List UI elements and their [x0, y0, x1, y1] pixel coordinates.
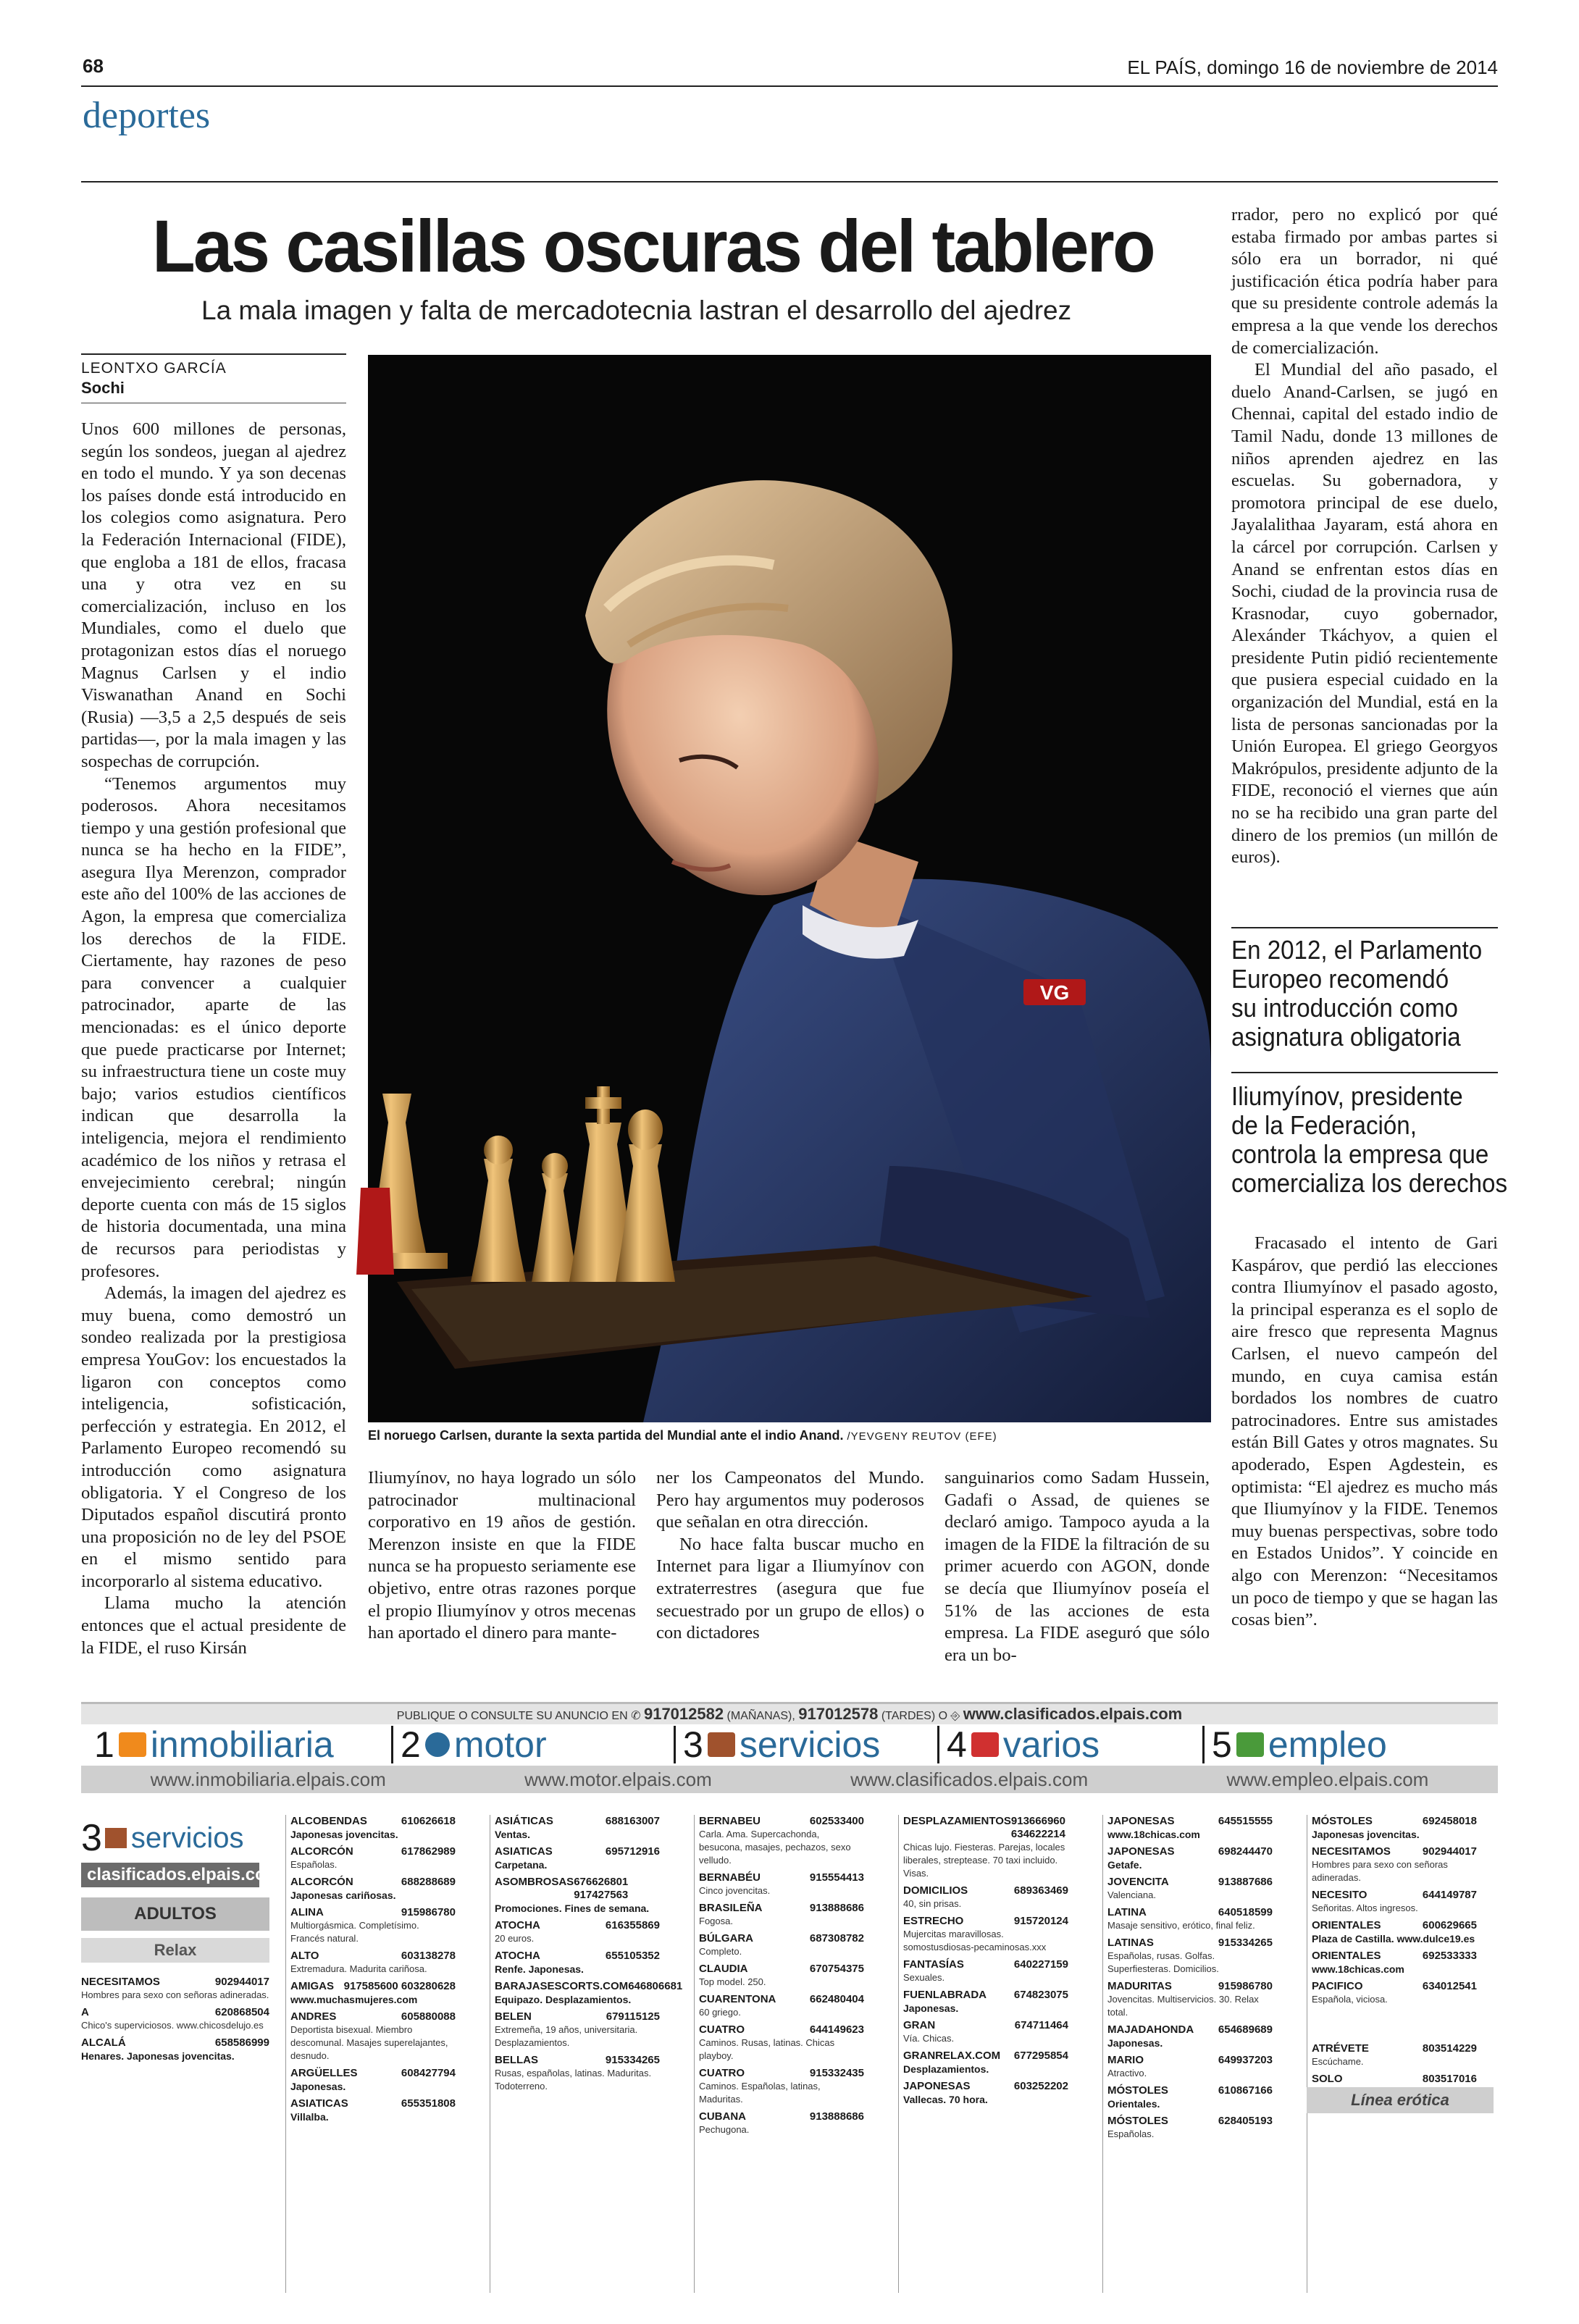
ad-column — [490, 1815, 683, 2293]
classified-ad — [699, 1902, 864, 1928]
ad-phone: 603138278 — [401, 1950, 456, 1962]
ad-name: MARIO — [1107, 2054, 1144, 2066]
classified-ad — [495, 1950, 660, 1976]
ad-phone: 913887686 — [1218, 1876, 1273, 1888]
classified-ad — [290, 1876, 456, 1902]
ad-name: ATOCHA — [495, 1950, 540, 1962]
ad-phone: 679115125 — [606, 2010, 660, 2023]
ad-name: GRANRELAX.COM — [903, 2050, 1001, 2062]
ad-description: Caminos. Rusas, latinas. Chicas playboy. — [699, 2037, 835, 2061]
classified-ad — [290, 1845, 456, 1871]
ad-phone: 634012541 — [1422, 1980, 1477, 1992]
byline-rule — [81, 353, 346, 355]
relax-header: Relax — [81, 1938, 269, 1963]
ad-description: Top model. 250. — [699, 1976, 766, 1987]
ad-description: Mujercitas maravillosas. somostusdiosas-pecaminosas.xxx — [903, 1929, 1047, 1952]
ad-phone: 688163007 — [605, 1815, 660, 1827]
classified-ad — [495, 2054, 660, 2093]
caption-text: El noruego Carlsen, durante la sexta partida del Mundial ante el indio Anand. — [368, 1428, 844, 1443]
ad-description: Desplazamientos. — [903, 2063, 989, 2075]
classified-ad — [290, 1980, 456, 2006]
ad-name: ORIENTALES — [1312, 1919, 1381, 1931]
ad-phone: 610626618 — [401, 1815, 456, 1827]
article-column-5-lower — [1231, 1233, 1498, 1667]
article-column-4 — [945, 1467, 1210, 1670]
classified-ad — [903, 2080, 1068, 2106]
classified-ad — [903, 1815, 1068, 1880]
ad-description: www.18chicas.com — [1312, 1963, 1404, 1975]
house-icon — [119, 1732, 146, 1757]
ad-description: Japonesas. — [1107, 2037, 1163, 2049]
ad-name: LATINA — [1107, 1906, 1147, 1918]
ad-description: Plaza de Castilla. www.dulce19.es — [1312, 1933, 1475, 1945]
classified-ad — [699, 1815, 864, 1867]
ad-description: Getafe. — [1107, 1859, 1142, 1871]
byline-author: LEONTXO GARCÍA — [81, 360, 227, 377]
ad-phone: 610867166 — [1218, 2084, 1273, 2097]
classifieds-urls — [81, 1766, 1498, 1793]
paragraph: sanguinarios como Sadam Hussein, Gadafi o Assad, de quienes se declaró amigo. Tampoco ayuda a la imagen de la FIDE la filtración de su primer acuerdo con AGON, donde se decía que Iliumyínov poseía el 51% de las acciones de esta empresa. La FIDE aseguró que sólo era un bo- — [945, 1468, 1210, 1665]
servicios-ads — [81, 1976, 269, 2063]
classified-ad — [495, 1876, 660, 1915]
classified-ad — [1312, 1919, 1477, 1945]
ad-description: Orientales. — [1107, 2098, 1160, 2110]
ad-name: BRASILEÑA — [699, 1902, 763, 1914]
ad-description: Atractivo. — [1107, 2068, 1147, 2078]
ad-name: ALCOBENDAS — [290, 1815, 367, 1827]
ad-name: ARGÜELLES — [290, 2067, 358, 2079]
ad-name: BÚLGARA — [699, 1932, 753, 1945]
ad-name: NECESITAMOS — [1312, 1845, 1391, 1858]
ad-name: ASIÁTICAS — [495, 1815, 553, 1827]
classified-ad — [290, 2067, 456, 2093]
classified-ad — [495, 1980, 683, 2006]
ad-phone: 605880088 — [401, 2010, 456, 2023]
ad-description: Rusas, españolas, latinas. Maduritas. Todoterreno. — [495, 2068, 652, 2092]
services-icon — [105, 1828, 127, 1848]
ad-name: ATOCHA — [495, 1919, 540, 1931]
linea-erotica-header: Línea erótica — [1307, 2087, 1494, 2113]
ad-name: DESPLAZAMIENTOS — [903, 1815, 1011, 1827]
byline-place: Sochi — [81, 379, 125, 397]
classified-ad — [290, 2097, 456, 2123]
phone-icon: ✆ — [631, 1710, 641, 1722]
classified-ad — [1312, 1950, 1477, 1976]
ad-phone: 688288689 — [401, 1876, 456, 1888]
category-servicios[interactable]: 3 servicios — [674, 1727, 880, 1763]
classified-ad — [699, 2110, 864, 2136]
paragraph: No hace falta buscar mucho en Internet para ligar a Iliumyínov con extraterrestres (asegura que fue secuestrado por un grupo de ellos) o con dictadores — [656, 1534, 924, 1643]
ad-description: www.muchasmujeres.com — [290, 1994, 418, 2005]
paragraph: Además, la imagen del ajedrez es muy buena, como demostró un sondeo realizada por la prestigiosa empresa YouGov: los encuestados la ligaron con conceptos como inteligencia, sofisticación, perfección y estrategia. En 2012, el Parlamento Europeo recomendó su introducción como asignatura obligatoria. Y el Congreso de los Diputados español discutirá pronto una proposición no de ley del PSOE en el mismo sentido para incorporarlo al sistema educativo. — [81, 1283, 346, 1591]
ad-phone: 658586999 — [214, 2036, 269, 2049]
ad-description: Hombres para sexo con señoras adineradas. — [1312, 1859, 1448, 1883]
ad-description: 20 euros. — [495, 1933, 535, 1944]
ad-name: ASIATICAS — [495, 1845, 553, 1858]
classified-ad — [1107, 2023, 1273, 2050]
people-icon — [1236, 1732, 1264, 1757]
ad-name: ASOMBROSAS — [495, 1876, 574, 1888]
ad-phone: 603252202 — [1013, 2080, 1068, 2092]
adultos-header: ADULTOS — [81, 1897, 269, 1931]
ad-description: Cinco jovencitas. — [699, 1885, 771, 1896]
ad-phone: 649937203 — [1218, 2054, 1273, 2066]
classified-ad — [699, 1871, 864, 1897]
ad-description: Españolas. — [290, 1859, 338, 1870]
classified-ad — [1107, 1815, 1273, 1841]
ad-description: Sexuales. — [903, 1972, 945, 1983]
ad-description: 40, sin prisas. — [903, 1898, 962, 1909]
category-empleo[interactable]: 5 empleo — [1202, 1727, 1387, 1763]
classified-ad — [1312, 2042, 1477, 2068]
classified-ad — [903, 2019, 1068, 2045]
ad-description: Villalba. — [290, 2111, 329, 2123]
ad-phone: 915334265 — [1218, 1937, 1273, 1949]
wheel-icon — [425, 1732, 450, 1757]
ad-name: JAPONESAS — [903, 2080, 971, 2092]
ad-description: Renfe. Japonesas. — [495, 1963, 584, 1975]
category-motor[interactable]: 2 motor — [391, 1727, 547, 1763]
ad-phone: 902944017 — [1422, 1845, 1477, 1858]
classified-ad — [1107, 2084, 1273, 2110]
classified-ad — [495, 2010, 660, 2050]
servicios-box — [81, 1816, 282, 2265]
ad-name: BARAJASESCORTS.COM — [495, 1980, 629, 1992]
ad-phone: 674823075 — [1013, 1989, 1068, 2001]
classified-ad — [495, 1919, 660, 1945]
ad-name: JOVENCITA — [1107, 1876, 1169, 1888]
ad-description: Carpetana. — [495, 1859, 548, 1871]
ad-phone: 644149787 — [1422, 1889, 1477, 1901]
ad-description: Chicas lujo. Fiesteras. Parejas, locales liberales, streptease. 70 taxi incluido. Visas. — [903, 1842, 1065, 1879]
ad-phone: 645515555 — [1218, 1815, 1273, 1827]
ad-phone: 628405193 — [1218, 2115, 1273, 2127]
ad-name: CUATRO — [699, 2023, 745, 2036]
ad-description: Extremadura. Madurita cariñosa. — [290, 1963, 427, 1974]
classified-ad — [903, 1915, 1068, 1954]
ad-name: ANDRES — [290, 2010, 337, 2023]
paragraph: Fracasado el intento de Gari Kaspárov, que perdió las elecciones contra Iliumyínov el pasado agosto, la principal esperanza es el soplo de aire fresco que representa Magnus Carlsen, el nuevo campeón del mundo, en cuya camisa están bordados los nombres de cuatro patrocinadores. Entre sus amistades están Bill Gates y otros magnates. Su apoderado, Espen Agdestein, es optimista: “El ajedrez es mucho más que Iliumyínov y la FIDE. Tenemos muy buenas perspectivas, sobre todo en Estados Unidos”. Y coincide en algo con Merenzon: “Necesitamos un poco de tiempo y que se hagan las cosas bien”. — [1231, 1233, 1498, 1630]
classified-ad — [699, 2067, 864, 2106]
ad-phone: 917585600 603280628 — [343, 1980, 456, 1992]
photo-credit: /YEVGENY REUTOV (EFE) — [847, 1430, 997, 1443]
ad-name: MAJADAHONDA — [1107, 2023, 1194, 2036]
ad-description: Henares. Japonesas jovencitas. — [81, 2050, 235, 2062]
article-column-2 — [368, 1467, 636, 1670]
ad-column — [1307, 1815, 1477, 2293]
article-headline: Las casillas oscuras del tablero — [152, 205, 1154, 288]
ad-description: Chico's superviciosos. www.chicosdelujo.es — [81, 2020, 264, 2031]
ad-description: Japonesas. — [290, 2081, 346, 2092]
ad-description: www.18chicas.com — [1107, 1829, 1200, 1840]
classifieds-contact-bar: PUBLIQUE O CONSULTE SU ANUNCIO EN ✆ 917012582 (MAÑANAS), 917012578 (TARDES) O ⎆ www.clasificados.elpais.com — [81, 1702, 1498, 1724]
ad-name: ALCORCÓN — [290, 1876, 353, 1888]
gift-icon — [971, 1732, 999, 1757]
ad-name: AMIGAS — [290, 1980, 334, 1992]
classified-ad — [81, 1976, 269, 2002]
ad-phone: 915720124 — [1013, 1915, 1068, 1927]
ad-description: Carla. Ama. Supercachonda, besucona, masajes, pechazos, sexo velludo. — [699, 1829, 851, 1866]
ad-name: NECESITAMOS — [81, 1976, 160, 1988]
classified-ad — [903, 1958, 1068, 1984]
classifieds-web-link[interactable]: www.clasificados.elpais.com — [963, 1705, 1183, 1723]
ad-phone: 687308782 — [809, 1932, 864, 1945]
ad-name: FANTASÍAS — [903, 1958, 964, 1971]
ad-description: Japonesas. — [903, 2002, 959, 2014]
ad-phone: 902944017 — [214, 1976, 269, 1988]
ad-phone: 803517016 — [1422, 2073, 1477, 2085]
ad-name: BELEN — [495, 2010, 532, 2023]
classified-ad — [1107, 1906, 1273, 1932]
ad-description: Promociones. Fines de semana. — [495, 1903, 650, 1914]
classified-ad — [699, 1932, 864, 1958]
ad-phone: 803514229 — [1422, 2042, 1477, 2055]
ad-description: Ventas. — [495, 1829, 531, 1840]
article-column-5 — [1231, 204, 1498, 904]
classified-ad — [1312, 1980, 1477, 2006]
classified-ad — [1107, 1845, 1273, 1871]
classified-ad — [1107, 2115, 1273, 2141]
ad-phone: 655351808 — [401, 2097, 456, 2110]
ad-column — [898, 1815, 1068, 2293]
ad-name: PACIFICO — [1312, 1980, 1363, 1992]
classified-ad — [699, 1993, 864, 2019]
ad-phone: 617862989 — [401, 1845, 456, 1858]
ad-phone: 640518599 — [1218, 1906, 1273, 1918]
page-number: 68 — [83, 55, 104, 77]
link-inmobiliaria[interactable]: www.inmobiliaria.elpais.com — [150, 1769, 386, 1790]
ad-phone: 600629665 — [1422, 1919, 1477, 1931]
pullquote-1: En 2012, el Parlamento Europeo recomendó su introducción como asignatura obligatoria — [1231, 935, 1483, 1052]
ad-name: JAPONESAS — [1107, 1815, 1175, 1827]
ad-description: Masaje sensitivo, erótico, final feliz. — [1107, 1920, 1255, 1931]
ad-name: BELLAS — [495, 2054, 538, 2066]
ad-phone: 913888686 — [809, 2110, 864, 2123]
classified-ad — [290, 2010, 456, 2063]
photo-illustration — [368, 355, 1211, 1422]
ad-name: ESTRECHO — [903, 1915, 964, 1927]
section-rule — [81, 181, 1498, 183]
ad-description: Escúchame. — [1312, 2056, 1364, 2067]
ad-description: Extremeña, 19 años, universitaria. Desplazamientos. — [495, 2024, 638, 2048]
ad-description: Japonesas cariñosas. — [290, 1889, 396, 1901]
ad-name: NECESITO — [1312, 1889, 1368, 1901]
ad-description: Vía. Chicas. — [903, 2033, 955, 2044]
ad-phone: 915554413 — [809, 1871, 864, 1884]
pullquote-2: Iliumyínov, presidente de la Federación, controla la empresa que comercializa los derechos — [1231, 1081, 1508, 1198]
category-inmobiliaria[interactable]: 1 inmobiliaria — [94, 1724, 334, 1765]
ad-name: ALCORCÓN — [290, 1845, 353, 1858]
ad-phone: 915986780 — [401, 1906, 456, 1918]
classified-ad — [1107, 2054, 1273, 2080]
classified-ad — [495, 1845, 660, 1871]
ad-description: Multiorgásmica. Completísimo. Francés natural. — [290, 1920, 419, 1944]
ad-description: Españolas. — [1107, 2128, 1155, 2139]
classified-ad — [1107, 1937, 1273, 1976]
ad-description: Japonesas jovencitas. — [1312, 1829, 1420, 1840]
link-clasificados[interactable]: www.clasificados.elpais.com — [850, 1769, 1089, 1790]
ad-description: Deportista bisexual. Miembro descomunal. Masajes superelajantes, desnudo. — [290, 2024, 448, 2061]
ad-phone: 674711464 — [1014, 2019, 1068, 2031]
classified-ad — [495, 1815, 660, 1841]
ad-name: GRAN — [903, 2019, 936, 2031]
ad-name: MÓSTOLES — [1312, 1815, 1373, 1827]
ad-phone: 640227159 — [1013, 1958, 1068, 1971]
paragraph: ner los Campeonatos del Mundo. Pero hay argumentos muy poderosos que señalan en otra dirección. — [656, 1468, 924, 1532]
ad-column — [1102, 1815, 1273, 2293]
servicios-heading: 3 servicios — [81, 1817, 244, 1859]
ad-name: JAPONESAS — [1107, 1845, 1175, 1858]
classified-ad — [1107, 1876, 1273, 1902]
photo-caption — [368, 1428, 1215, 1443]
ad-phone: 913888686 — [809, 1902, 864, 1914]
ad-description: Española, viciosa. — [1312, 1994, 1388, 2005]
ad-name: CLAUDIA — [699, 1963, 748, 1975]
classified-ad — [1107, 1980, 1273, 2019]
ad-description: Caminos. Españolas, latinas, Maduritas. — [699, 2081, 821, 2105]
classified-ad — [699, 1963, 864, 1989]
ad-name: MADURITAS — [1107, 1980, 1172, 1992]
classified-ad — [1312, 1845, 1477, 1884]
section-title: deportes — [83, 95, 211, 136]
ad-name: CUARENTONA — [699, 1993, 776, 2005]
ad-name: DOMICILIOS — [903, 1884, 968, 1897]
servicios-url[interactable]: clasificados.elpais.com — [81, 1863, 259, 1887]
ad-name: ORIENTALES — [1312, 1950, 1381, 1962]
category-varios[interactable]: 4 varios — [937, 1727, 1100, 1763]
paragraph: Llama mucho la atención entonces que el actual presidente de la FIDE, el ruso Kirsán — [81, 1593, 346, 1658]
ad-phone: 602533400 — [809, 1815, 864, 1827]
classified-ad — [903, 1884, 1068, 1910]
link-motor[interactable]: www.motor.elpais.com — [524, 1769, 712, 1790]
ad-phone: 695712916 — [605, 1845, 660, 1858]
ad-name: ALCALÁ — [81, 2036, 126, 2049]
classified-ad — [903, 1989, 1068, 2015]
ad-phone: 915986780 — [1218, 1980, 1273, 1992]
paragraph: Iliumyínov, no haya logrado un sólo patrocinador multinacional corporativo en 19 años de gestión. Merenzon insiste en que la FIDE nunca se ha propuesto seriamente ese objetivo, entre otras razones porque el propio Iliumyínov y otros mecenas han aportado el dinero para mante- — [368, 1468, 636, 1643]
classified-ad — [699, 2023, 864, 2063]
ad-column — [694, 1815, 864, 2293]
pullquote-rule — [1231, 927, 1498, 928]
mouse-icon: ⎆ — [950, 1710, 960, 1722]
ad-phone: 676626801 917427563 — [574, 1876, 629, 1901]
paragraph: rrador, pero no explicó por qué estaba firmado por ambas partes si sólo era un borrador, ni qué justificación ética podría haber para que su presidente controle además la empresa a la que vende los derechos de comercialización. — [1231, 205, 1498, 358]
ad-phone: 692533333 — [1422, 1950, 1477, 1962]
classified-ads — [81, 1815, 1501, 2307]
ad-name: CUATRO — [699, 2067, 745, 2079]
ad-phone: 689363469 — [1013, 1884, 1068, 1897]
ad-column — [285, 1815, 456, 2293]
pullquote-rule — [1231, 1072, 1498, 1073]
ad-phone: 608427794 — [401, 2067, 456, 2079]
paragraph: El Mundial del año pasado, el duelo Anand-Carlsen, se jugó en Chennai, capital del estado indio de Tamil Nadu, donde 13 millones de niños aprenden ajedrez en las escuelas. Su gobernadora, y promotora principal de ese duelo, Jayalalithaa Jayaram, está ahora en la cárcel por corrupción. Carlsen y Anand se enfrentan estos días en Sochi, ciudad de la provincia rusa de Krasnodar, cuyo gobernador, Alexánder Tkáchyov, a quien el presidente Putin pidió recientemente que pusiera especial cuidado en la organización del Mundial, está en la lista de personas sancionadas por la Unión Europea. El griego Georgyos Makrópulos, presidente adjunto de la FIDE, reconoció el viernes que aún no se ha recibido una gran parte del dinero de los premios (un millón de euros). — [1231, 360, 1498, 868]
ad-phone: 620868504 — [214, 2006, 269, 2018]
ad-name: LATINAS — [1107, 1937, 1154, 1949]
paragraph: Unos 600 millones de personas, según los sondeos, juegan al ajedrez en todo el mundo. Y ya son decenas los países donde está introducido en los colegios como asignatura. Pero la Federación Internacional (FIDE), que engloba a 181 de ellos, fracasa una y otra vez en su comercialización, incluso en los Mundiales, como el duelo que protagonizan estos días el noruego Magnus Carlsen y el indio Viswanathan Anand en Sochi (Rusia) —3,5 a 2,5 después de seis partidas—, por la mala imagen y las sospechas de corrupción. — [81, 419, 346, 771]
ad-description: Valenciana. — [1107, 1889, 1156, 1900]
ad-phone: 655105352 — [605, 1950, 660, 1962]
ad-description: Completo. — [699, 1946, 742, 1957]
ad-name: ASIATICAS — [290, 2097, 348, 2110]
masthead-date: EL PAÍS, domingo 16 de noviembre de 2014 — [1127, 56, 1498, 78]
ad-phone: 670754375 — [809, 1963, 864, 1975]
ad-description: Japonesas jovencitas. — [290, 1829, 398, 1840]
article-column-1 — [81, 419, 346, 1664]
ad-name: CUBANA — [699, 2110, 746, 2123]
classified-ad — [290, 1815, 456, 1841]
classified-ad — [81, 2006, 269, 2032]
ad-phone: 646806681 — [628, 1980, 683, 1992]
ad-phone: 915332435 — [809, 2067, 864, 2079]
ad-description: Hombres para sexo con señoras adineradas. — [81, 1989, 269, 2000]
classified-ad — [81, 2036, 269, 2063]
services-icon — [708, 1732, 735, 1757]
ad-name: ATRÉVETE — [1312, 2042, 1369, 2055]
ad-phone: 913666960 634622214 — [1010, 1815, 1065, 1840]
ad-description: Equipazo. Desplazamientos. — [495, 1994, 632, 2005]
ad-description: Jovencitas. Multiservicios. 30. Relax total. — [1107, 1994, 1259, 2018]
article-subhead: La mala imagen y falta de mercadotecnia lastran el desarrollo del ajedrez — [201, 295, 1072, 325]
ad-name: SOLO — [1312, 2073, 1343, 2085]
paragraph: “Tenemos argumentos muy poderosos. Ahora necesitamos tiempo y una gestión profesional que nunca se ha hecho en la FIDE”, asegura Ilya Merenzon, comprador este año del 100% de las acciones de Agon, la empresa que comercializa los derechos de la FIDE. Ciertamente, hay razones de peso para convencer a cualquier patrocinador, aparte de las mencionadas: es el único deporte que puede practicarse por Internet; su infraestructura tiene un coste muy bajo; varios estudios científicos indican que desarrolla la inteligencia, mejora el rendimiento académico de los niños y retrasa el envejecimiento cerebral; ningún deporte cuenta con más de 15 siglos de historia documentada, una mina de recursos para periodistas y profesores. — [81, 773, 346, 1281]
ad-phone: 644149623 — [809, 2023, 864, 2036]
ad-phone: 698244470 — [1218, 1845, 1273, 1858]
header-rule — [81, 85, 1498, 87]
classified-ad — [290, 1906, 456, 1945]
ad-name: BERNABEU — [699, 1815, 761, 1827]
ad-description: Pechugona. — [699, 2124, 750, 2135]
chess-photo — [368, 355, 1211, 1422]
ad-name: MÓSTOLES — [1107, 2115, 1168, 2127]
classified-ad — [1312, 1889, 1477, 1915]
ad-name: ALINA — [290, 1906, 324, 1918]
article-column-3 — [656, 1467, 924, 1670]
ad-phone: 662480404 — [809, 1993, 864, 2005]
ad-phone: 677295854 — [1013, 2050, 1068, 2062]
ad-description: Señoritas. Altos ingresos. — [1312, 1903, 1418, 1913]
ad-name: MÓSTOLES — [1107, 2084, 1168, 2097]
classified-ad — [290, 1950, 456, 1976]
shirt-logo-text: VG — [1039, 981, 1070, 1004]
ad-description: Vallecas. 70 hora. — [903, 2094, 988, 2105]
ad-name: BERNABÉU — [699, 1871, 761, 1884]
ad-name: A — [81, 2006, 89, 2018]
classified-ad — [903, 2050, 1068, 2076]
ad-phone: 915334265 — [605, 2054, 660, 2066]
ad-phone: 654689689 — [1218, 2023, 1273, 2036]
ad-description: Españolas, rusas. Golfas. Superfiesteras. Domicilios. — [1107, 1950, 1219, 1974]
link-empleo[interactable]: www.empleo.elpais.com — [1226, 1769, 1429, 1790]
classified-ad — [1312, 1815, 1477, 1841]
ad-name: ALTO — [290, 1950, 319, 1962]
ad-name: FUENLABRADA — [903, 1989, 987, 2001]
ad-phone: 692458018 — [1422, 1815, 1477, 1827]
ad-description: Fogosa. — [699, 1916, 733, 1926]
ad-description: 60 griego. — [699, 2007, 741, 2018]
ad-phone: 616355869 — [605, 1919, 660, 1931]
